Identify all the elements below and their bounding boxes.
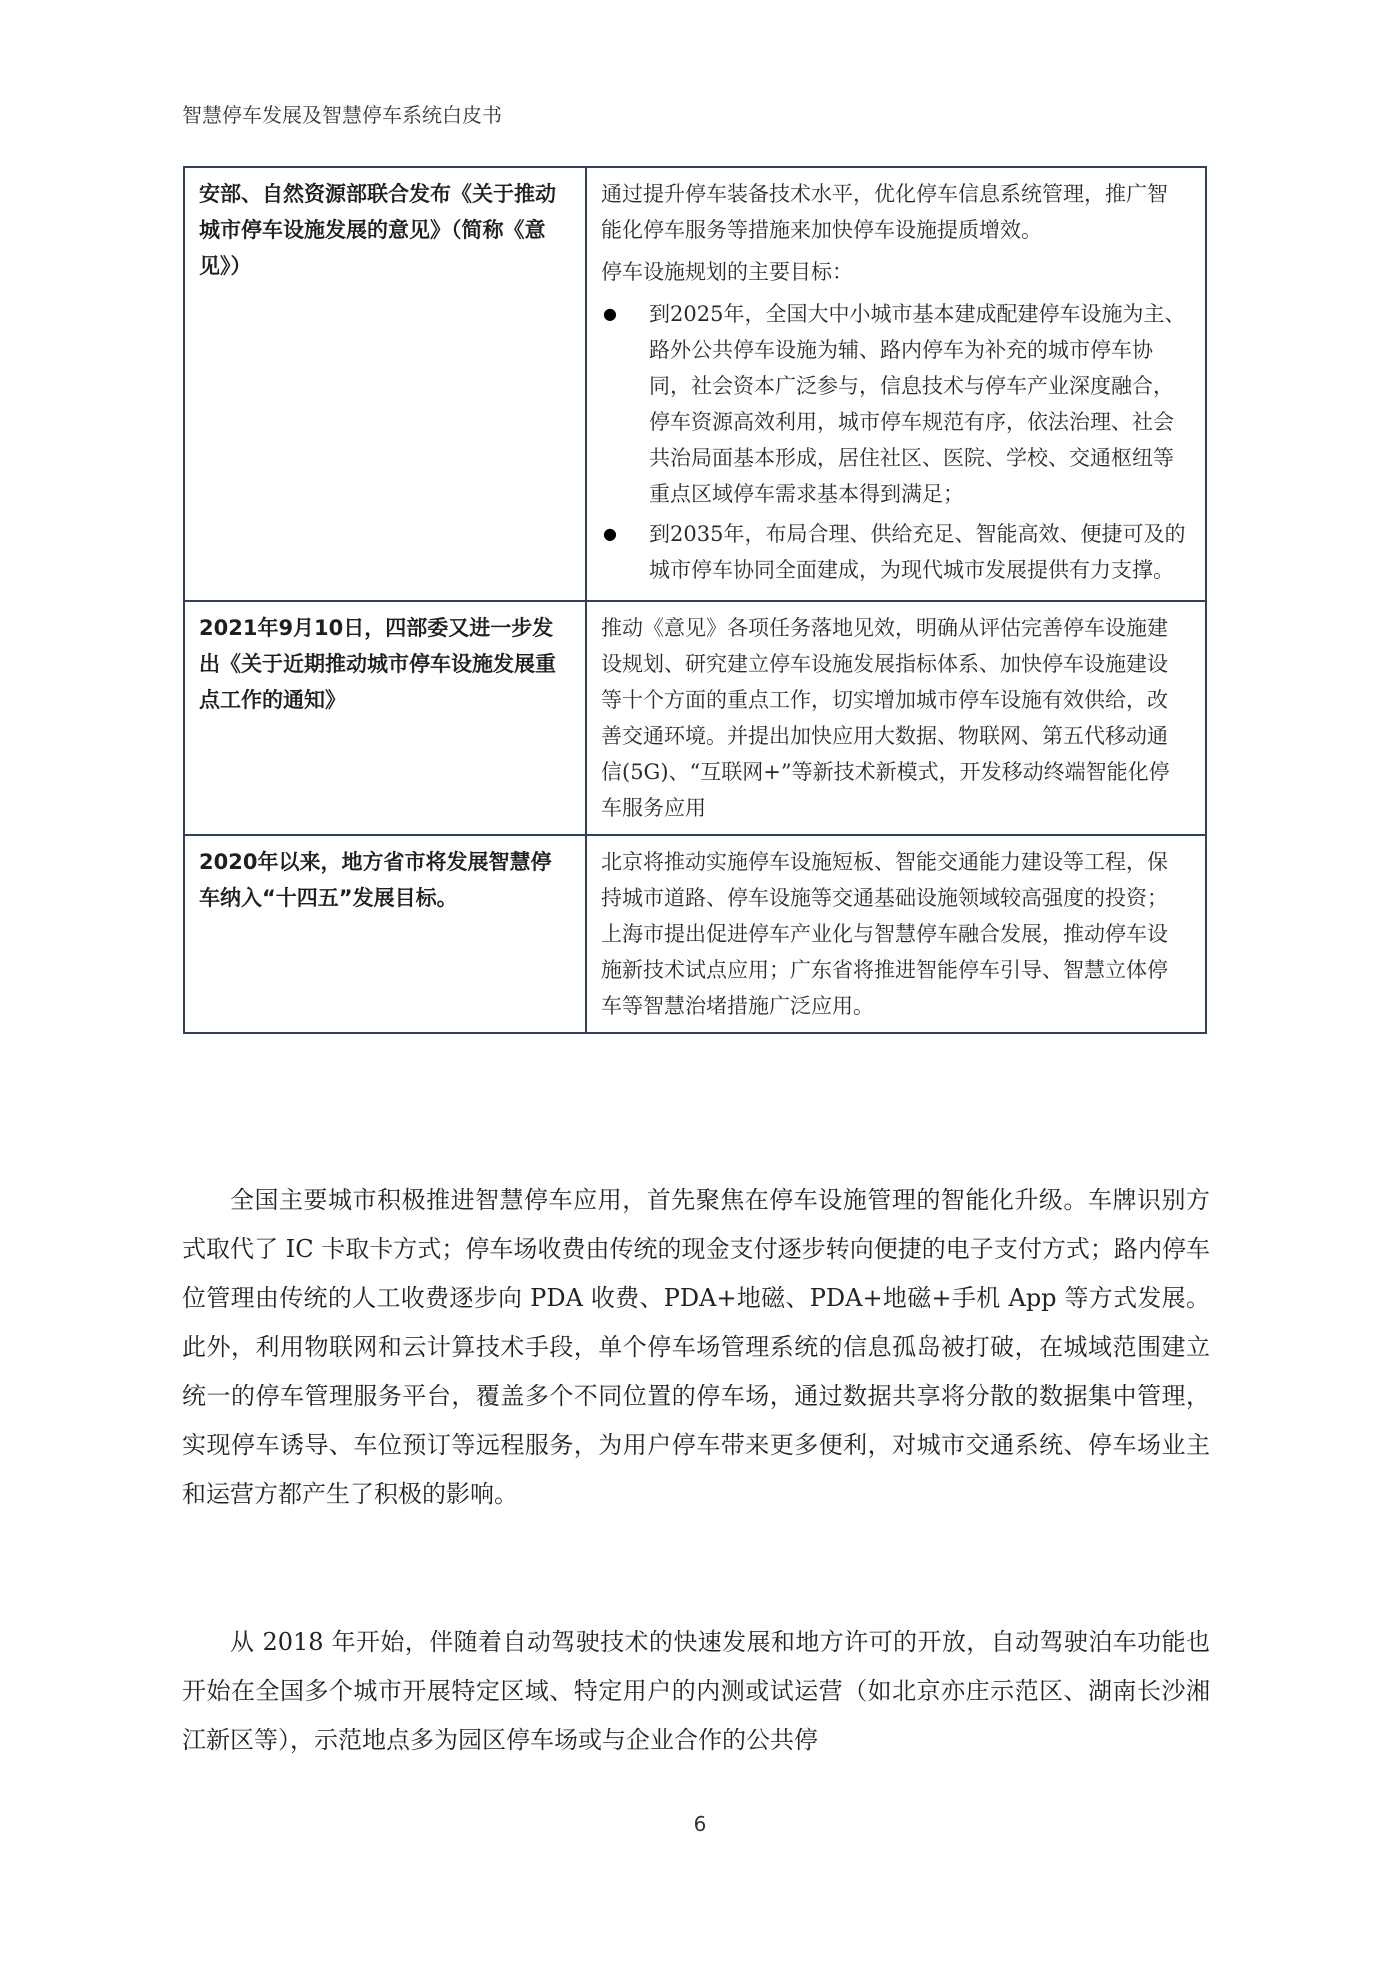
bullet-text: 到2035年，布局合理、供给充足、智能高效、便捷可及的城市停车协同全面建成，为现代城市发展提供有力支撑。 bbox=[649, 522, 1186, 582]
list-item bbox=[601, 296, 1187, 512]
table-cell-policy: 2021年9月10日，四部委又进一步发出《关于近期推动城市停车设施发展重点工作的通知》 bbox=[185, 602, 587, 834]
bullet-icon: ● bbox=[603, 524, 617, 543]
table-row bbox=[185, 168, 1205, 600]
page-number: 6 bbox=[693, 1812, 707, 1836]
table-cell-content: 北京将推动实施停车设施短板、智能交通能力建设等工程，保持城市道路、停车设施等交通基础设施领域较高强度的投资；上海市提出促进停车产业化与智慧停车融合发展，推动停车设施新技术试点应用；广东省将推进智能停车引导、智慧立体停车等智慧治堵措施广泛应用。 bbox=[601, 850, 1168, 1018]
table-cell-policy: 2020年以来，地方省市将发展智慧停车纳入“十四五”发展目标。 bbox=[185, 836, 587, 1032]
cell-intro: 通过提升停车装备技术水平，优化停车信息系统管理，推广智能化停车服务等措施来加快停车设施提质增效。 bbox=[601, 182, 1168, 242]
cell-subtitle: 停车设施规划的主要目标： bbox=[601, 260, 853, 284]
list-item bbox=[601, 516, 1187, 588]
paragraph-text: 全国主要城市积极推进智慧停车应用，首先聚焦在停车设施管理的智能化升级。车牌识别方式取代了 IC 卡取卡方式；停车场收费由传统的现金支付逐步转向便捷的电子支付方式；路内停车位管理由传统的人工收费逐步向 PDA 收费、PDA+地磁、PDA+地磁+手机 App 等方式发展。此外，利用物联网和云计算技术手段，单个停车场管理系统的信息孤岛被打破，在城域范围建立统一的停车管理服务平台，覆盖多个不同位置的停车场，通过数据共享将分散的数据集中管理，实现停车诱导、车位预订等远程服务，为用户停车带来更多便利，对城市交通系统、停车场业主和运营方都产生了积极的影响。 bbox=[182, 1186, 1210, 1508]
table-row bbox=[185, 600, 1205, 834]
table-cell-content bbox=[587, 168, 1205, 600]
table-cell-content: 推动《意见》各项任务落地见效，明确从评估完善停车设施建设规划、研究建立停车设施发展指标体系、加快停车设施建设等十个方面的重点工作，切实增加城市停车设施有效供给，改善交通环境。并提出加快应用大数据、物联网、第五代移动通信(5G)、“互联网+”等新技术新模式，开发移动终端智能化停车服务应用 bbox=[601, 616, 1170, 820]
bullet-icon: ● bbox=[603, 304, 617, 323]
policy-table bbox=[183, 166, 1207, 1034]
table-row bbox=[185, 834, 1205, 1032]
page-header: 智慧停车发展及智慧停车系统白皮书 bbox=[182, 103, 502, 127]
body-paragraph-2 bbox=[182, 1618, 1210, 1765]
table-cell-policy: 安部、自然资源部联合发布《关于推动城市停车设施发展的意见》（简称《意见》） bbox=[185, 168, 587, 600]
paragraph-text: 从 2018 年开始，伴随着自动驾驶技术的快速发展和地方许可的开放，自动驾驶泊车功能也开始在全国多个城市开展特定区域、特定用户的内测或试运营（如北京亦庄示范区、湖南长沙湘江新区等），示范地点多为园区停车场或与企业合作的公共停 bbox=[182, 1628, 1210, 1754]
bullet-text: 到2025年，全国大中小城市基本建成配建停车设施为主、路外公共停车设施为辅、路内停车为补充的城市停车协同，社会资本广泛参与，信息技术与停车产业深度融合，停车资源高效利用，城市停车规范有序，依法治理、社会共治局面基本形成，居住社区、医院、学校、交通枢纽等重点区域停车需求基本得到满足； bbox=[649, 302, 1186, 506]
body-paragraph-1 bbox=[182, 1176, 1210, 1519]
